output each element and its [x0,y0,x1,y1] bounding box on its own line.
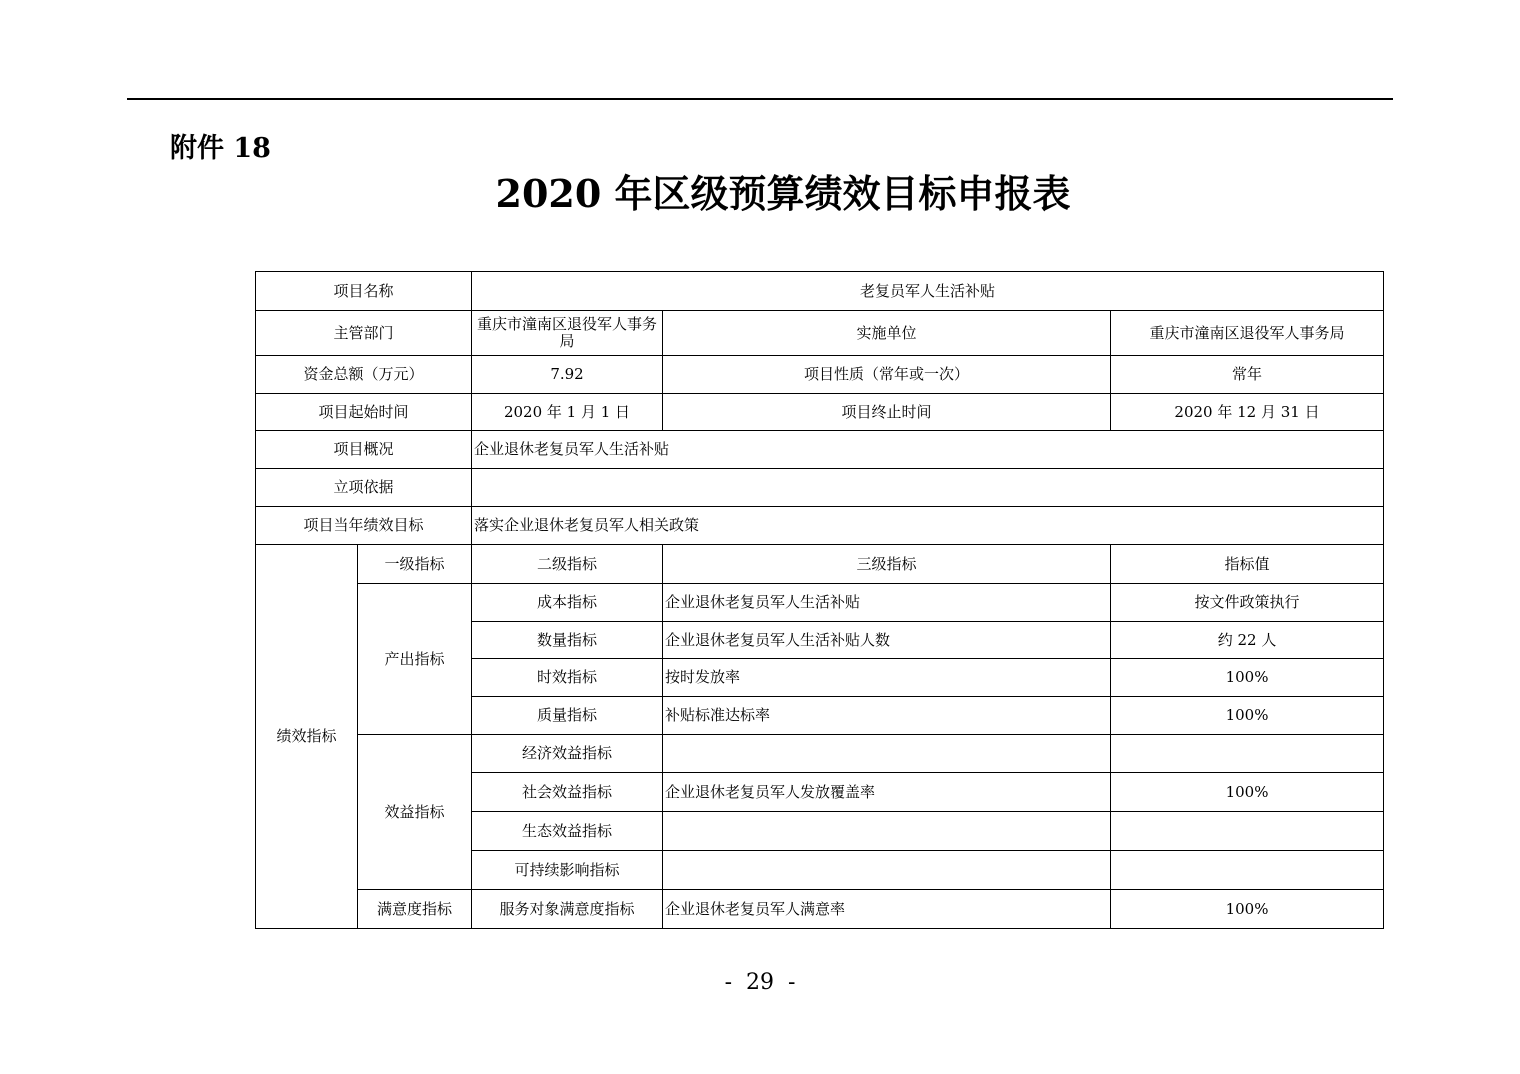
header-rule [127,98,1393,100]
row-basis [256,469,1384,507]
document-title: 2020 年区级预算绩效目标申报表 [495,171,1071,216]
value-cell: 100% [1111,890,1384,929]
start-label: 项目起始时间 [256,394,472,431]
page-number: - 29 - [724,970,796,995]
table-row [256,584,1384,622]
output-indicator-label: 产出指标 [358,584,472,735]
value-cell: 100% [1111,659,1384,697]
funds-label: 资金总额（万元） [256,356,472,394]
impl-value: 重庆市潼南区退役军人事务局 [1111,311,1384,356]
dept-label: 主管部门 [256,311,472,356]
header-value: 指标值 [1111,545,1384,584]
header-level3: 三级指标 [663,545,1111,584]
level3-cell: 补贴标准达标率 [663,697,1111,735]
row-period [256,394,1384,431]
end-value: 2020 年 12 月 31 日 [1111,394,1384,431]
basis-value [472,469,1384,507]
value-cell [1111,851,1384,890]
project-name-label: 项目名称 [256,272,472,311]
performance-target-table [255,271,1384,929]
header-level2: 二级指标 [472,545,663,584]
row-indicator-header [256,545,1384,584]
level2-cell: 可持续影响指标 [472,851,663,890]
row-department [256,311,1384,356]
attachment-label: 附件 18 [170,133,271,164]
level2-cell: 服务对象满意度指标 [472,890,663,929]
level3-cell: 企业退休老复员军人生活补贴人数 [663,622,1111,659]
project-name-value: 老复员军人生活补贴 [472,272,1384,311]
impl-label: 实施单位 [663,311,1111,356]
indicators-section-label: 绩效指标 [256,545,358,929]
level2-cell: 社会效益指标 [472,773,663,812]
level3-cell [663,812,1111,851]
level2-cell: 数量指标 [472,622,663,659]
level3-cell: 按时发放率 [663,659,1111,697]
value-cell: 按文件政策执行 [1111,584,1384,622]
row-funds [256,356,1384,394]
satisfaction-indicator-label: 满意度指标 [358,890,472,929]
value-cell: 100% [1111,697,1384,735]
goal-value: 落实企业退休老复员军人相关政策 [472,507,1384,545]
value-cell [1111,735,1384,773]
level2-cell: 成本指标 [472,584,663,622]
row-project-name [256,272,1384,311]
basis-label: 立项依据 [256,469,472,507]
value-cell [1111,812,1384,851]
dept-value: 重庆市潼南区退役军人事务局 [472,311,663,356]
level3-cell: 企业退休老复员军人发放覆盖率 [663,773,1111,812]
row-overview [256,431,1384,469]
goal-label: 项目当年绩效目标 [256,507,472,545]
nature-value: 常年 [1111,356,1384,394]
row-goal [256,507,1384,545]
level2-cell: 经济效益指标 [472,735,663,773]
start-value: 2020 年 1 月 1 日 [472,394,663,431]
level3-cell [663,851,1111,890]
level3-cell [663,735,1111,773]
header-level1: 一级指标 [358,545,472,584]
overview-value: 企业退休老复员军人生活补贴 [472,431,1384,469]
level2-cell: 时效指标 [472,659,663,697]
level3-cell: 企业退休老复员军人生活补贴 [663,584,1111,622]
value-cell: 100% [1111,773,1384,812]
end-label: 项目终止时间 [663,394,1111,431]
level2-cell: 质量指标 [472,697,663,735]
funds-value: 7.92 [472,356,663,394]
table-row [256,890,1384,929]
level3-cell: 企业退休老复员军人满意率 [663,890,1111,929]
benefit-indicator-label: 效益指标 [358,735,472,890]
overview-label: 项目概况 [256,431,472,469]
nature-label: 项目性质（常年或一次） [663,356,1111,394]
table-row [256,735,1384,773]
value-cell: 约 22 人 [1111,622,1384,659]
level2-cell: 生态效益指标 [472,812,663,851]
